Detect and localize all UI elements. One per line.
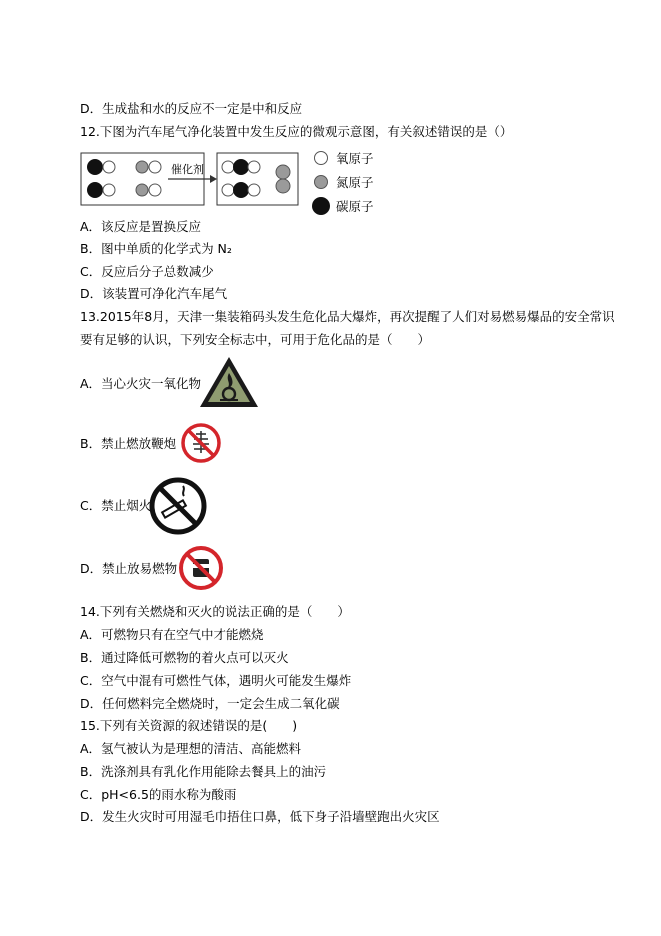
q15-option-a: A．氢气被认为是理想的清洁、高能燃料 bbox=[80, 741, 302, 756]
oxidizer-warning-icon bbox=[198, 355, 260, 409]
q13-option-b: B．禁止燃放鞭炮 bbox=[80, 436, 177, 451]
q15-option-c: C．pH<6.5的雨水称为酸雨 bbox=[80, 787, 237, 802]
q13-option-d: D．禁止放易燃物 bbox=[80, 561, 178, 576]
legend-carbon: 碳原子 bbox=[314, 194, 374, 218]
q13-stem-line2: 要有足够的认识，下列安全标志中，可用于危化品的是（ ） bbox=[80, 332, 431, 347]
q14-option-a: A．可燃物只有在空气中才能燃烧 bbox=[80, 627, 264, 642]
no-flammables-icon bbox=[178, 545, 224, 591]
q12-option-d: D．该装置可净化汽车尾气 bbox=[80, 286, 228, 301]
q14-option-b: B．通过降低可燃物的着火点可以灭火 bbox=[80, 650, 289, 665]
q12-option-b: B．图中单质的化学式为 N₂ bbox=[80, 241, 232, 256]
q11-option-d: D．生成盐和水的反应不一定是中和反应 bbox=[80, 101, 303, 116]
q12-option-c: C．反应后分子总数减少 bbox=[80, 264, 214, 279]
q13-option-c: C．禁止烟火 bbox=[80, 498, 152, 513]
oxygen-atom-icon bbox=[314, 151, 328, 165]
no-firecrackers-icon bbox=[180, 422, 222, 464]
arrow-label: 催化剂 bbox=[171, 163, 204, 176]
q14-option-d: D．任何燃料完全燃烧时，一定会生成二氧化碳 bbox=[80, 696, 340, 711]
q15-option-b: B．洗涤剂具有乳化作用能除去餐具上的油污 bbox=[80, 764, 327, 779]
q15-stem: 15.下列有关资源的叙述错误的是( ) bbox=[80, 718, 298, 733]
q13-option-a: A．当心火灾一氧化物 bbox=[80, 376, 202, 391]
nitrogen-atom-icon bbox=[314, 175, 328, 189]
q12-option-a: A．该反应是置换反应 bbox=[80, 219, 202, 234]
q14-option-c: C．空气中混有可燃性气体，遇明火可能发生爆炸 bbox=[80, 673, 352, 688]
carbon-atom-icon bbox=[312, 197, 330, 215]
q13-stem-line1: 13.2015年8月，天津一集装箱码头发生危化品大爆炸，再次提醒了人们对易燃易爆品的安全常识 bbox=[80, 309, 615, 324]
legend-oxygen: 氧原子 bbox=[314, 146, 374, 170]
q12-stem: 12.下图为汽车尾气净化装置中发生反应的微观示意图，有关叙述错误的是（） bbox=[80, 124, 513, 139]
no-smoking-icon bbox=[148, 476, 208, 536]
legend-nitrogen: 氮原子 bbox=[314, 170, 374, 194]
q15-option-d: D．发生火灾时可用湿毛巾捂住口鼻，低下身子沿墙壁跑出火灾区 bbox=[80, 809, 440, 824]
q14-stem: 14.下列有关燃烧和灭火的说法正确的是（ ） bbox=[80, 604, 350, 619]
atom-legend bbox=[314, 146, 374, 218]
